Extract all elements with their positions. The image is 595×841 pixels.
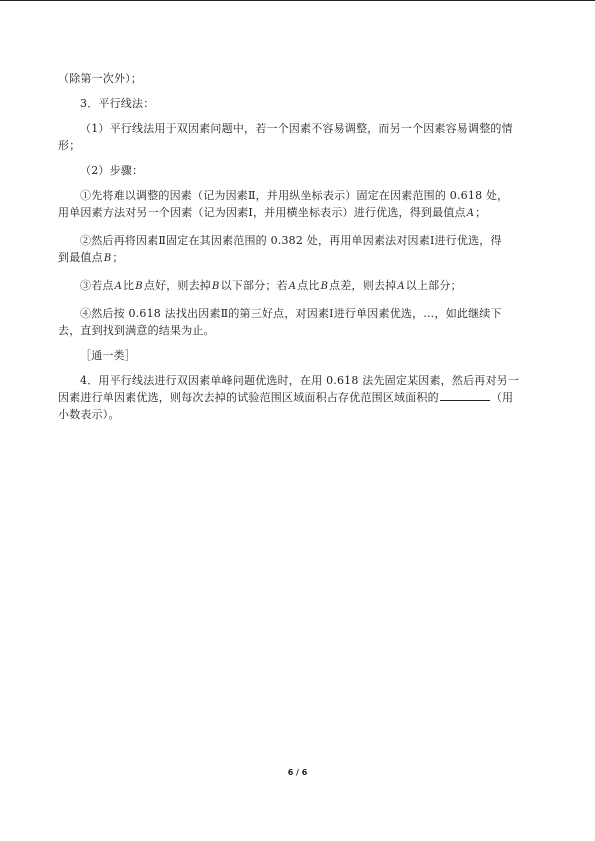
point-label: A (466, 208, 475, 219)
question-line: 4．用平行线法进行双因素单峰问题优选时，在用 0.618 法先固定某因素，然后再对另一 (80, 374, 520, 387)
question-line (58, 389, 548, 406)
text-span: 以下部分；若 (220, 279, 288, 292)
text-span: 因素进行单因素优选，则每次去掉的试验范围区域面积占存优范围区域面积的 (58, 391, 439, 404)
text-line (58, 204, 548, 221)
point-label: B (212, 281, 220, 292)
text-line: （2）步骤： (80, 164, 144, 177)
point-label: B (135, 281, 143, 292)
text-line: ①先将难以调整的因素（记为因素Ⅱ，并用纵坐标表示）固定在因素范围的 0.618 处， (80, 189, 509, 202)
text-span: 点差，则去掉 (329, 279, 397, 292)
text-line: （1）平行线法用于双因素问题中，若一个因素不容易调整，而另一个因素容易调整的情 (80, 122, 513, 135)
point-label: A (288, 281, 297, 292)
point-label: B (103, 253, 112, 264)
text-line (58, 277, 548, 294)
text-line: ②然后再将因素Ⅱ固定在其因素范围的 0.382 处，再用单因素法对因素Ⅰ进行优选，得 (80, 234, 502, 247)
question-line: 小数表示）。 (58, 408, 120, 421)
text-line (58, 249, 548, 266)
point-label: A (114, 281, 123, 292)
section-tag: ［通一类］ (80, 349, 136, 362)
text-span: ③若点 (80, 279, 114, 292)
point-label: B (320, 281, 329, 292)
header-rule (0, 0, 595, 1)
document-body (58, 70, 548, 423)
text-span: 点比 (297, 279, 320, 292)
answer-blank[interactable] (440, 389, 490, 401)
page-number: 6 / 6 (287, 768, 308, 777)
point-label: A (397, 281, 405, 292)
text-span: 用单因素方法对另一个因素（记为因素Ⅰ，并用横坐标表示）进行优选，得到最值点 (58, 206, 466, 219)
text-span: （用 (490, 391, 514, 404)
text-span: ； (475, 206, 487, 219)
text-span: 到最值点 (58, 251, 103, 264)
text-span: 比 (123, 279, 135, 292)
text-line: 形； (58, 139, 81, 152)
text-line: （除第一次外）； (58, 72, 143, 85)
text-line: 去，直到找到满意的结果为止。 (58, 324, 215, 337)
text-span: 以上部分； (405, 279, 462, 292)
section-heading: 3．平行线法： (80, 97, 155, 110)
text-line: ④然后按 0.618 法找出因素Ⅱ的第三好点，对因素Ⅰ进行单因素优选，…，如此继续下 (80, 307, 502, 320)
text-span: 点好，则去掉 (143, 279, 211, 292)
text-span: ； (112, 251, 124, 264)
